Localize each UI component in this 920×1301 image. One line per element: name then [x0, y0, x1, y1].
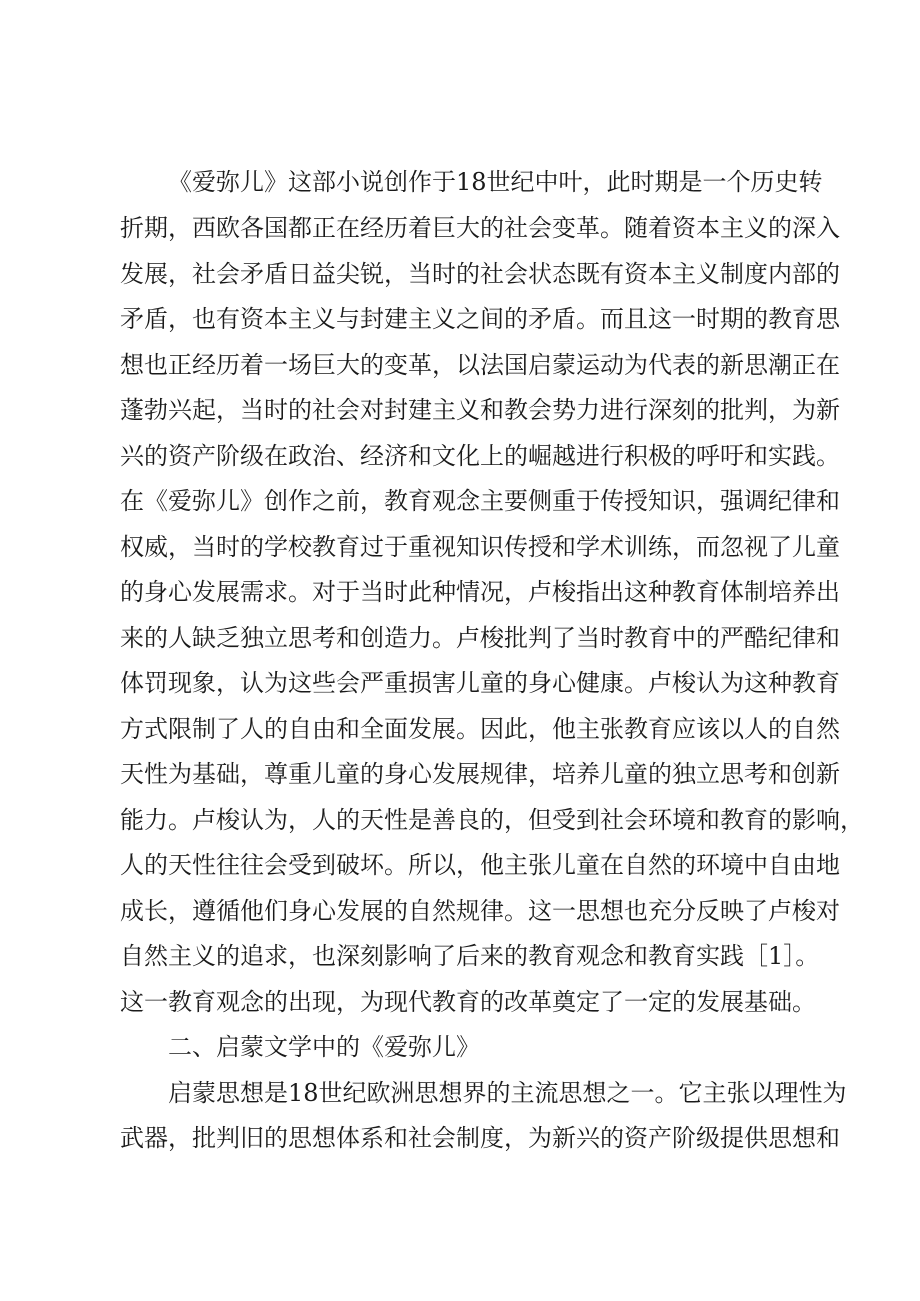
paragraph-line: 想也正经历着一场巨大的变革，以法国启蒙运动为代表的新思潮正在 [120, 351, 840, 379]
paragraph-line: 自然主义的追求，也深刻影响了后来的教育观念和教育实践［1］。 [120, 942, 820, 970]
paragraph-line: 兴的资产阶级在政治、经济和文化上的崛越进行积极的呼吁和实践。 [120, 442, 840, 470]
paragraph-line: 天性为基础，尊重儿童的身心发展规律，培养儿童的独立思考和创新 [120, 760, 840, 788]
paragraph-line: 蓬勃兴起，当时的社会对封建主义和教会势力进行深刻的批判，为新 [120, 396, 840, 424]
paragraph-line: 成长，遵循他们身心发展的自然规律。这一思想也充分反映了卢梭对 [120, 897, 840, 925]
paragraph-line: 折期，西欧各国都正在经历着巨大的社会变革。随着资本主义的深入 [120, 214, 840, 242]
paragraph-line: 这一教育观念的出现，为现代教育的改革奠定了一定的发展基础。 [120, 988, 816, 1016]
paragraph-line: 来的人缺乏独立思考和创造力。卢梭批判了当时教育中的严酷纪律和 [120, 624, 840, 652]
paragraph-line: 矛盾，也有资本主义与封建主义之间的矛盾。而且这一时期的教育思 [120, 305, 840, 333]
paragraph-line: 能力。卢梭认为，人的天性是善良的，但受到社会环境和教育的影响， [120, 806, 864, 834]
paragraph-line: 权威，当时的学校教育过于重视知识传授和学术训练，而忽视了儿童 [120, 533, 840, 561]
section-heading: 二、启蒙文学中的《爱弥儿》 [168, 1033, 480, 1061]
paragraph-line: 启蒙思想是18世纪欧洲思想界的主流思想之一。它主张以理性为 [168, 1079, 847, 1107]
paragraph-line: 《爱弥儿》这部小说创作于18世纪中叶，此时期是一个历史转 [168, 168, 823, 196]
paragraph-line: 方式限制了人的自由和全面发展。因此，他主张教育应该以人的自然 [120, 715, 840, 743]
paragraph-line: 在《爱弥儿》创作之前，教育观念主要侧重于传授知识，强调纪律和 [120, 487, 840, 515]
paragraph-line: 人的天性往往会受到破坏。所以，他主张儿童在自然的环境中自由地 [120, 851, 840, 879]
paragraph-line: 发展，社会矛盾日益尖锐，当时的社会状态既有资本主义制度内部的 [120, 260, 840, 288]
paragraph-line: 武器，批判旧的思想体系和社会制度，为新兴的资产阶级提供思想和 [120, 1124, 840, 1152]
paragraph-line: 体罚现象，认为这些会严重损害儿童的身心健康。卢梭认为这种教育 [120, 669, 840, 697]
paragraph-line: 的身心发展需求。对于当时此种情况，卢梭指出这种教育体制培养出 [120, 578, 840, 606]
